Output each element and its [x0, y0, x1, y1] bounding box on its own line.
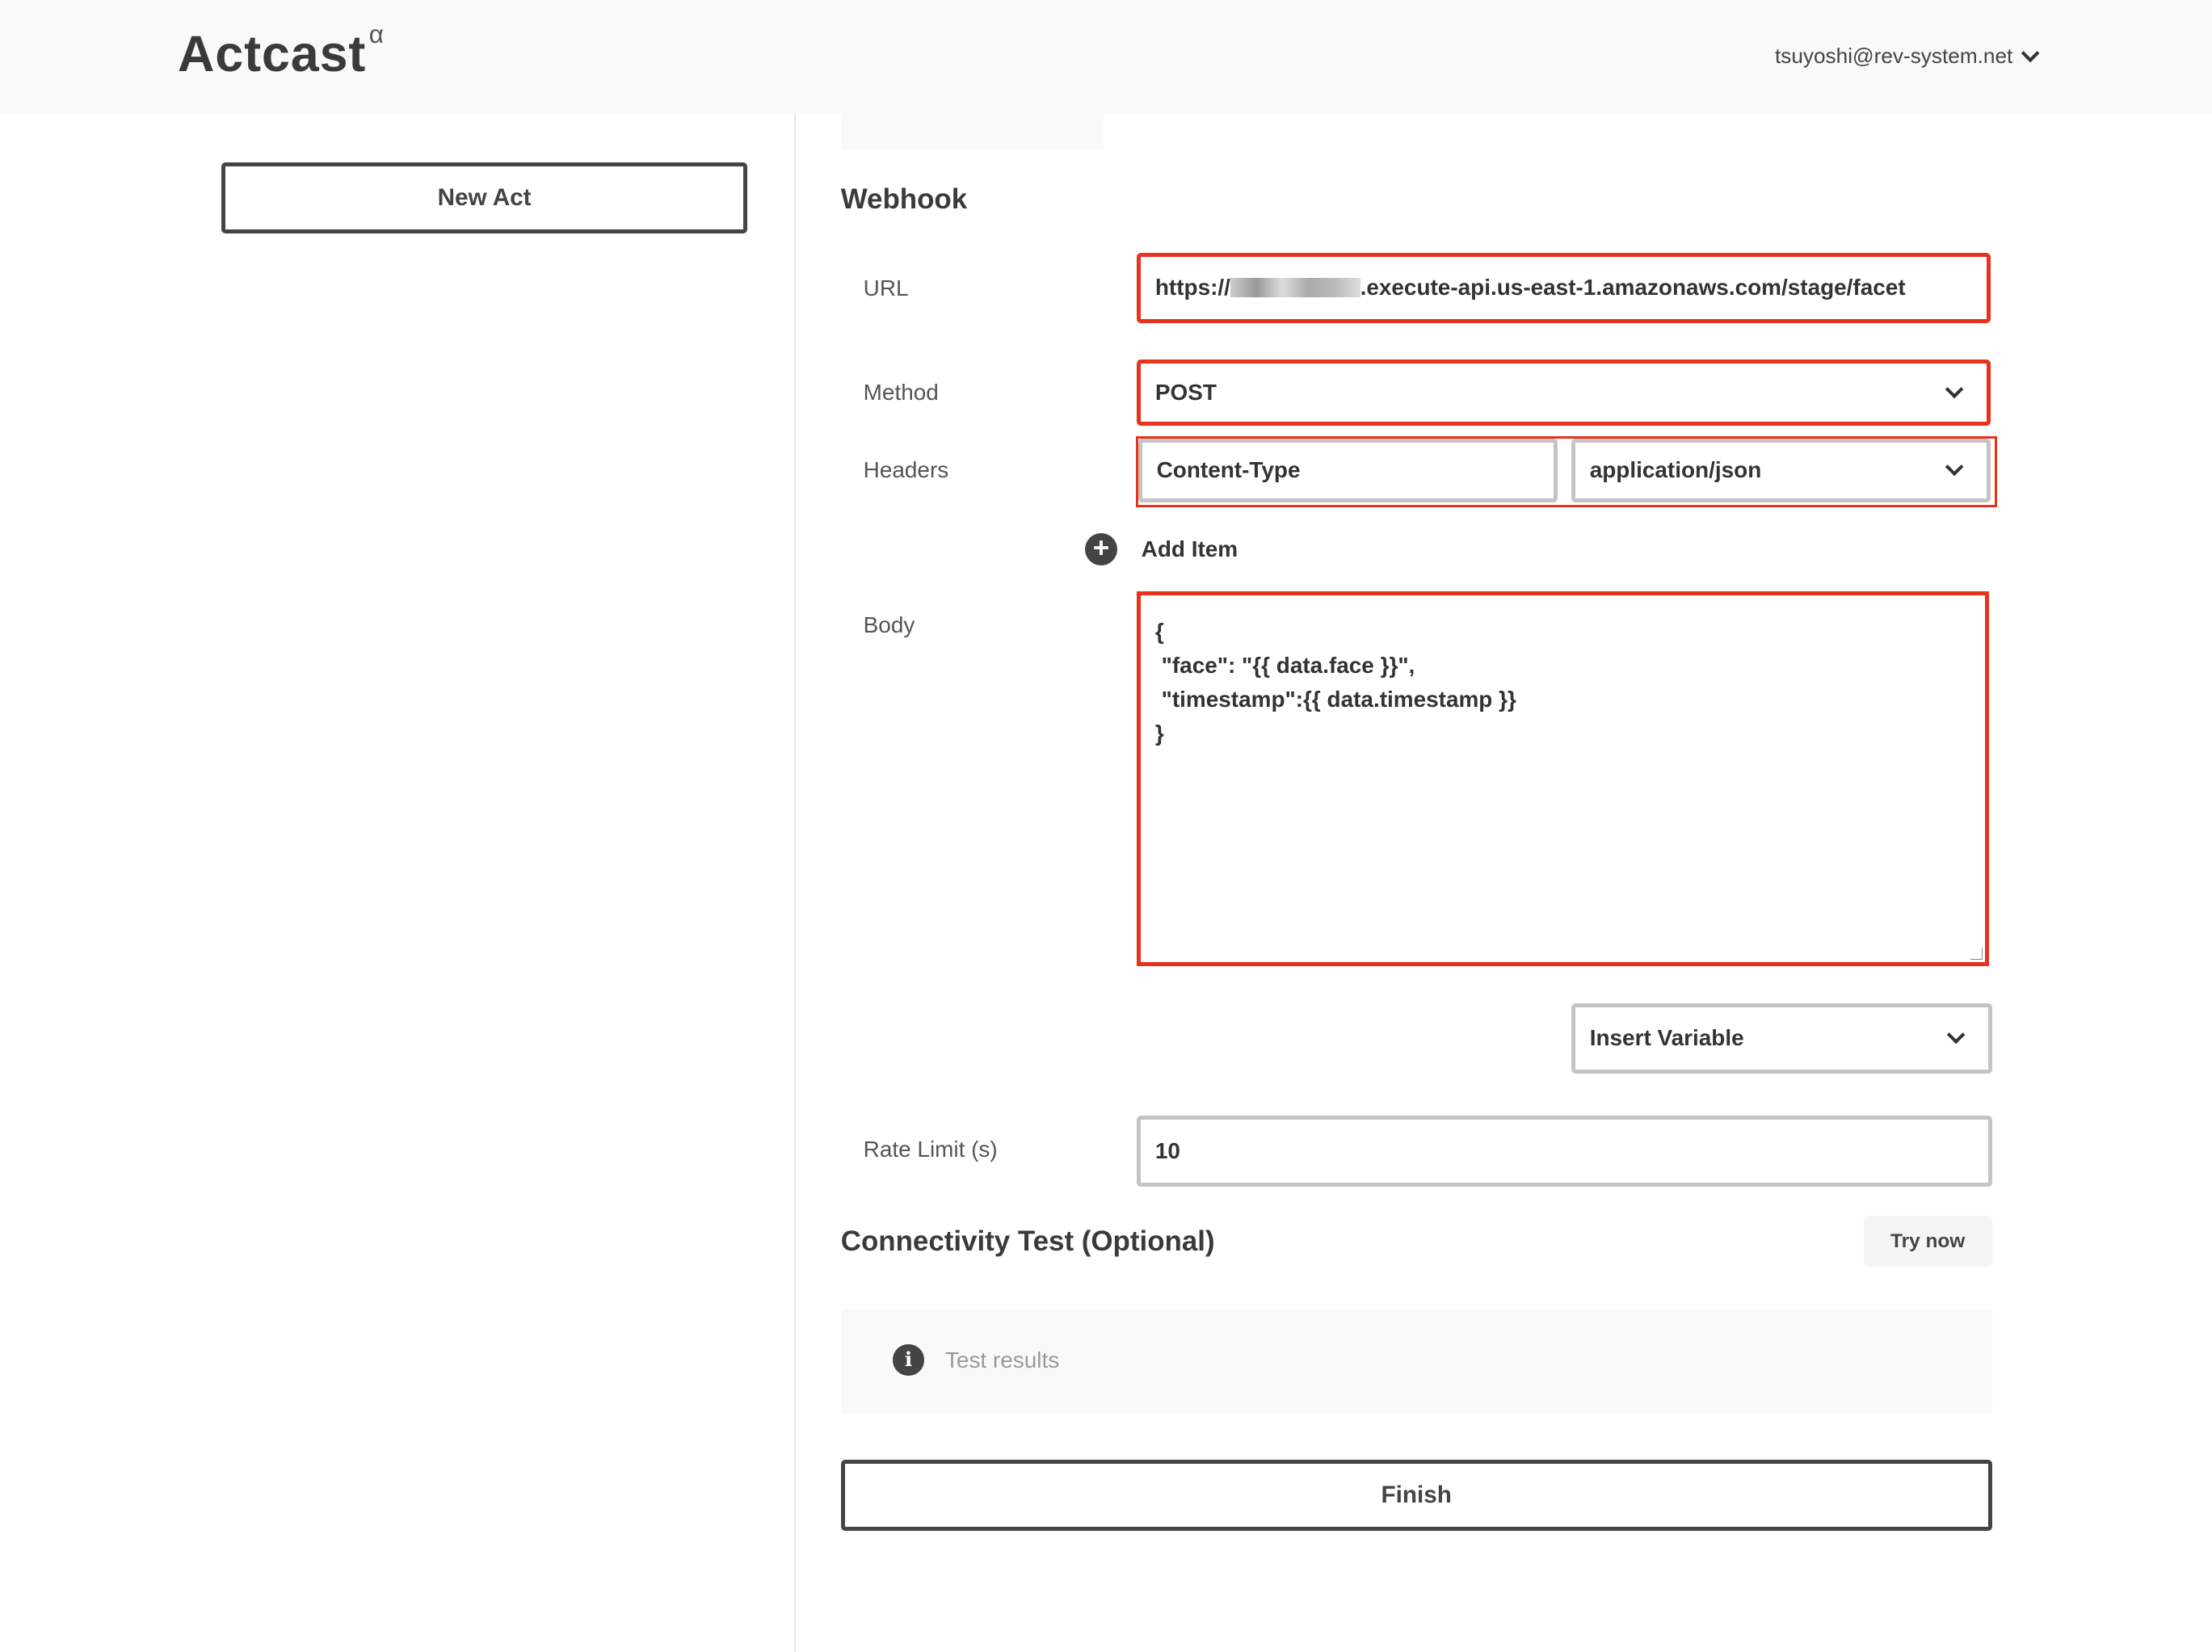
logo-text: Actcast — [178, 26, 367, 83]
rate-limit-label: Rate Limit (s) — [863, 1137, 998, 1162]
body-value: { "face": "{{ data.face }}", "timestamp":{{ data.timestamp }} } — [1154, 619, 1516, 746]
url-input[interactable] — [1137, 253, 1990, 323]
rate-limit-value: 10 — [1154, 1137, 1180, 1163]
try-now-button[interactable]: Try now — [1864, 1216, 1992, 1267]
url-label: URL — [863, 275, 909, 301]
url-prefix: https:// — [1154, 275, 1230, 301]
section-tab-stub — [841, 113, 1104, 149]
redacted-host — [1230, 278, 1360, 297]
body-textarea[interactable] — [1137, 591, 1989, 966]
rate-limit-input[interactable] — [1137, 1116, 1991, 1186]
user-menu[interactable] — [1775, 44, 2037, 69]
actcast-logo[interactable] — [178, 19, 385, 83]
headers-label: Headers — [863, 456, 949, 482]
url-suffix: .execute-api.us-east-1.amazonaws.com/stage/facet — [1360, 275, 1906, 301]
method-label: Method — [863, 379, 939, 405]
chevron-down-icon — [1945, 380, 1964, 399]
method-select[interactable] — [1137, 359, 1990, 426]
header-key-value: Content-Type — [1156, 457, 1301, 483]
insert-variable-label: Insert Variable — [1589, 1025, 1744, 1051]
chevron-down-icon — [2021, 44, 2040, 63]
user-email: tsuyoshi@rev-system.net — [1774, 44, 2013, 69]
test-results-text: Test results — [944, 1347, 1060, 1372]
insert-variable-select[interactable] — [1571, 1003, 1991, 1074]
top-header — [0, 0, 2212, 113]
new-act-button[interactable]: New Act — [221, 162, 747, 234]
resize-handle-icon[interactable] — [1970, 948, 1983, 960]
add-item-button[interactable]: Add Item — [1141, 536, 1238, 561]
body-label: Body — [863, 612, 915, 637]
finish-button[interactable]: Finish — [841, 1460, 1992, 1530]
plus-circle-icon[interactable]: + — [1085, 533, 1117, 565]
header-key-input[interactable] — [1138, 439, 1558, 502]
method-value: POST — [1154, 380, 1217, 406]
logo-alpha-mark: α — [368, 19, 385, 48]
chevron-down-icon — [1945, 458, 1964, 477]
header-value-value: application/json — [1589, 457, 1762, 483]
sidebar-divider — [794, 113, 796, 1652]
header-value-select[interactable] — [1571, 439, 1991, 502]
info-icon: i — [893, 1344, 923, 1375]
webhook-heading: Webhook — [840, 183, 968, 215]
test-results-panel — [841, 1309, 1992, 1413]
chevron-down-icon — [1947, 1026, 1966, 1045]
connectivity-test-heading: Connectivity Test (Optional) — [840, 1225, 1215, 1258]
